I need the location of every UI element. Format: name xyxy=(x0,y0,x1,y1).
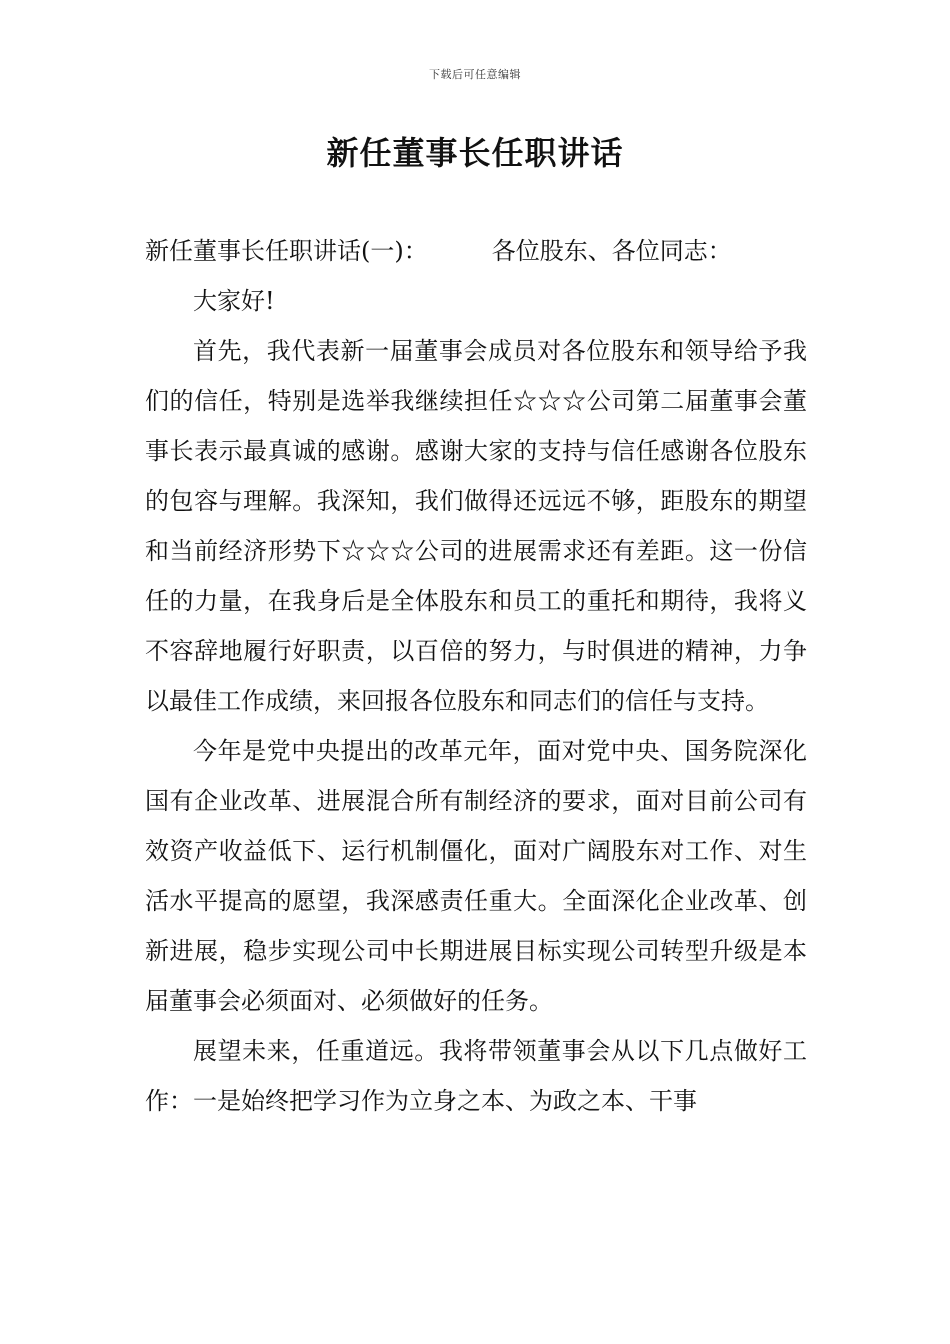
paragraph-reform: 今年是党中央提出的改革元年，面对党中央、国务院深化国有企业改革、进展混合所有制经济的要求，面对目前公司有效资产收益低下、运行机制僵化，面对广阔股东对工作、对生活水平提高的愿望，我深感责任重大。全面深化企业改革、创新进展，稳步实现公司中长期进展目标实现公司转型升级是本届董事会必须面对、必须做好的任务。 xyxy=(145,737,807,1015)
intro-label: 新任董事长任职讲话(一)： xyxy=(145,237,428,265)
paragraph-outlook: 展望未来，任重道远。我将带领董事会从以下几点做好工作：一是始终把学习作为立身之本、为政之本、干事 xyxy=(145,1037,807,1115)
paragraph-greeting: 大家好! xyxy=(193,287,275,315)
header-note: 下载后可任意编辑 xyxy=(429,68,521,81)
salutation: 各位股东、各位同志： xyxy=(491,237,732,265)
paragraph-thanks: 首先，我代表新一届董事会成员对各位股东和领导给予我们的信任，特别是选举我继续担任☆☆☆公司第二届董事会董事长表示最真诚的感谢。感谢大家的支持与信任感谢各位股东的包容与理解。我深知，我们做得还远远不够，距股东的期望和当前经济形势下☆☆☆公司的进展需求还有差距。这一份信任的力量，在我身后是全体股东和员工的重托和期待，我将义不容辞地履行好职责，以百倍的努力，与时俱进的精神，力争以最佳工作成绩，来回报各位股东和同志们的信任与支持。 xyxy=(145,337,807,715)
document-body xyxy=(145,226,807,1126)
document-title: 新任董事长任职讲话 xyxy=(326,134,624,172)
intro-line xyxy=(145,226,807,276)
